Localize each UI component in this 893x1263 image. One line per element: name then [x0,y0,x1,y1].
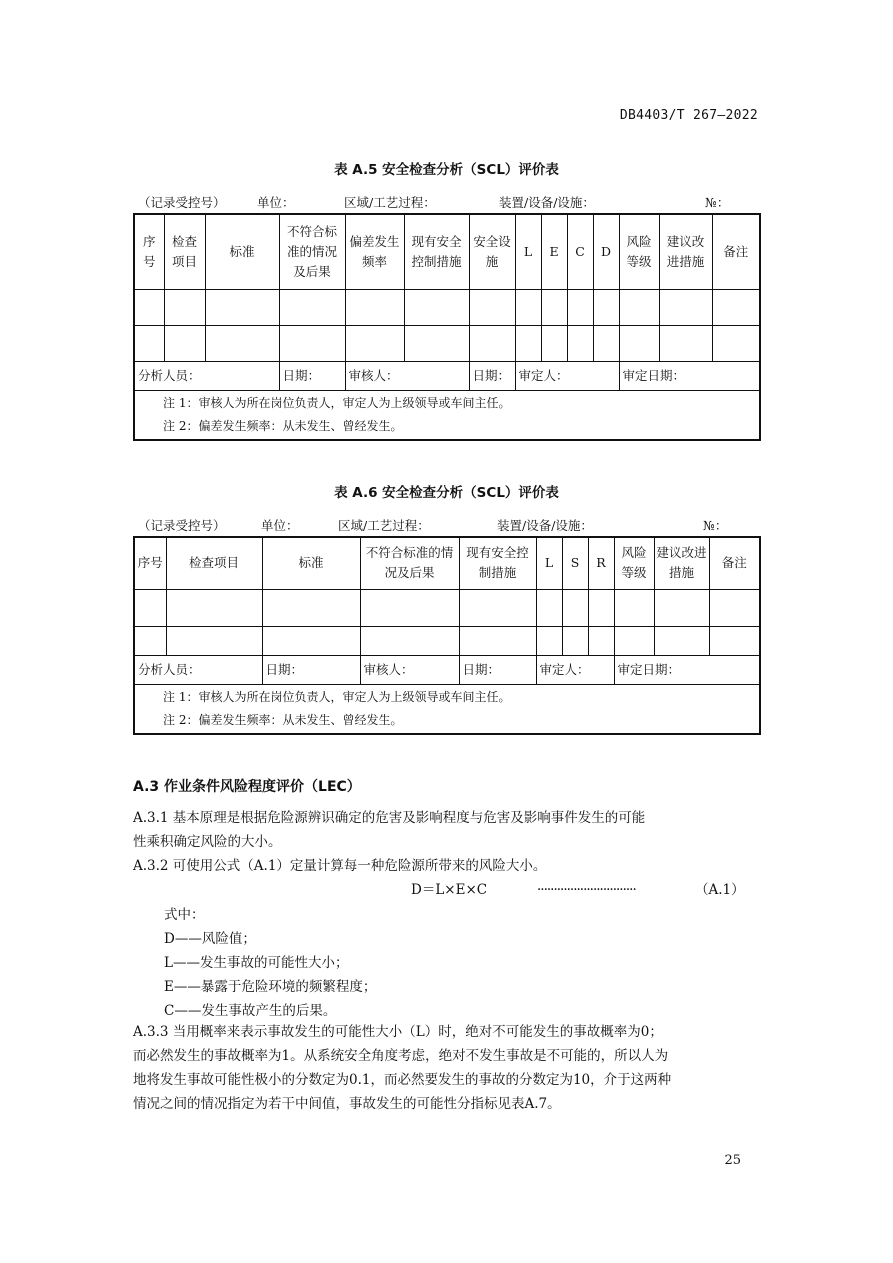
header-cell: 检查项目 [164,214,205,289]
definition-d: D——风险值； [164,931,256,947]
header-cell: E [541,214,567,289]
header-cell: 不符合标准的情况及后果 [360,537,459,589]
reviewer-label: 审核人： [345,361,469,390]
header-cell: 安全设施 [469,214,515,289]
header-cell: 现有安全控制措施 [404,214,469,289]
table-a5-record-line [133,193,758,211]
definition-c: C——发生事故产生的后果。 [164,1003,337,1019]
header-cell: 风险等级 [614,537,654,589]
note-1: 注 1：审核人为所在岗位负责人，审定人为上级领导或车间主任。 [163,395,511,410]
formula: D＝L×E×C [411,882,488,898]
reviewer-label: 审核人： [360,655,459,684]
table-a6-notes-row [134,684,760,734]
header-cell: 序号 [134,214,164,289]
table-a6 [133,536,761,735]
table-a6-title: 表 A.6 安全检查分析（SCL）评价表 [334,485,559,501]
analyst-label: 分析人员： [134,655,262,684]
paragraph-a31: A.3.1 基本原理是根据危险源辨识确定的危害及影响程度与危害及影响事件发生的可能 性乘积确定风险的大小。 [133,810,646,850]
table-a5 [133,213,761,441]
device-label: 装置/设备/设施： [497,518,593,533]
header-cell: 建议改进措施 [659,214,712,289]
unit-label: 单位： [257,195,295,210]
section-heading: A.3 作业条件风险程度评价（LEC） [133,779,361,795]
where-label: 式中： [164,907,205,923]
header-cell: L [515,214,541,289]
approver-label: 审定人： [515,361,619,390]
area-label: 区域/工艺过程： [338,518,430,533]
table-a5-title: 表 A.5 安全检查分析（SCL）评价表 [334,162,559,178]
table-row [134,626,760,655]
date-label: 日期： [262,655,360,684]
table-a6-record-line [133,516,758,534]
header-cell: 检查项目 [166,537,262,589]
page-number: 25 [724,1153,741,1168]
header-cell: R [588,537,614,589]
header-cell: 标准 [205,214,279,289]
header-cell: 备注 [712,214,760,289]
table-a6-footer-row [134,655,760,684]
unit-label: 单位： [261,518,299,533]
header-cell: 备注 [709,537,760,589]
header-cell: D [593,214,619,289]
header-cell: C [567,214,593,289]
table-a5-header-row [134,214,760,289]
definition-e: E——暴露于危险环境的频繁程度； [164,979,377,995]
number-label: №： [703,518,728,533]
note-2: 注 2：偏差发生频率：从未发生、曾经发生。 [163,712,403,727]
table-a5-notes-row [134,390,760,440]
table-a5-footer-row [134,361,760,390]
area-label: 区域/工艺过程： [344,195,436,210]
date-label: 日期： [459,655,536,684]
record-control-no: （记录受控号） [138,195,226,210]
header-cell: L [536,537,562,589]
header-cell: S [562,537,588,589]
formula-label: （A.1） [695,882,745,898]
definition-l: L——发生事故的可能性大小； [164,955,349,971]
approve-date-label: 审定日期： [614,655,760,684]
header-cell: 建议改进措施 [654,537,709,589]
date-label: 日期： [469,361,515,390]
document-code: DB4403/T 267—2022 [619,108,758,123]
table-row [134,589,760,626]
analyst-label: 分析人员： [134,361,279,390]
record-control-no: （记录受控号） [138,518,226,533]
number-label: №： [705,195,730,210]
header-cell: 偏差发生频率 [345,214,404,289]
paragraph-a33: A.3.3 当用概率来表示事故发生的可能性大小（L）时，绝对不可能发生的事故概率为0； 而必然发生的事故概率为1。从系统安全角度考虑，绝对不发生事故是不可能的，所以人为 地将发生事故可能性极小的分数定为0.1，而必然要发生的事故的分数定为10，介于这两种 情况之间的情况指定为若干中间值，事故发生的可能性分指标见表A.7。 [133,1024,672,1112]
header-cell: 风险等级 [619,214,659,289]
device-label: 装置/设备/设施： [499,195,595,210]
approve-date-label: 审定日期： [619,361,760,390]
header-cell: 不符合标准的情况及后果 [279,214,345,289]
note-2: 注 2：偏差发生频率：从未发生、曾经发生。 [163,418,403,433]
date-label: 日期： [279,361,345,390]
header-cell: 序号 [134,537,166,589]
approver-label: 审定人： [536,655,614,684]
header-cell: 标准 [262,537,360,589]
header-cell: 现有安全控制措施 [459,537,536,589]
table-row [134,289,760,325]
formula-leader: ······························ [537,882,636,898]
table-a6-header-row [134,537,760,589]
note-1: 注 1：审核人为所在岗位负责人，审定人为上级领导或车间主任。 [163,689,511,704]
table-row [134,325,760,361]
paragraph-a32: A.3.2 可使用公式（A.1）定量计算每一种危险源所带来的风险大小。 [133,858,547,874]
